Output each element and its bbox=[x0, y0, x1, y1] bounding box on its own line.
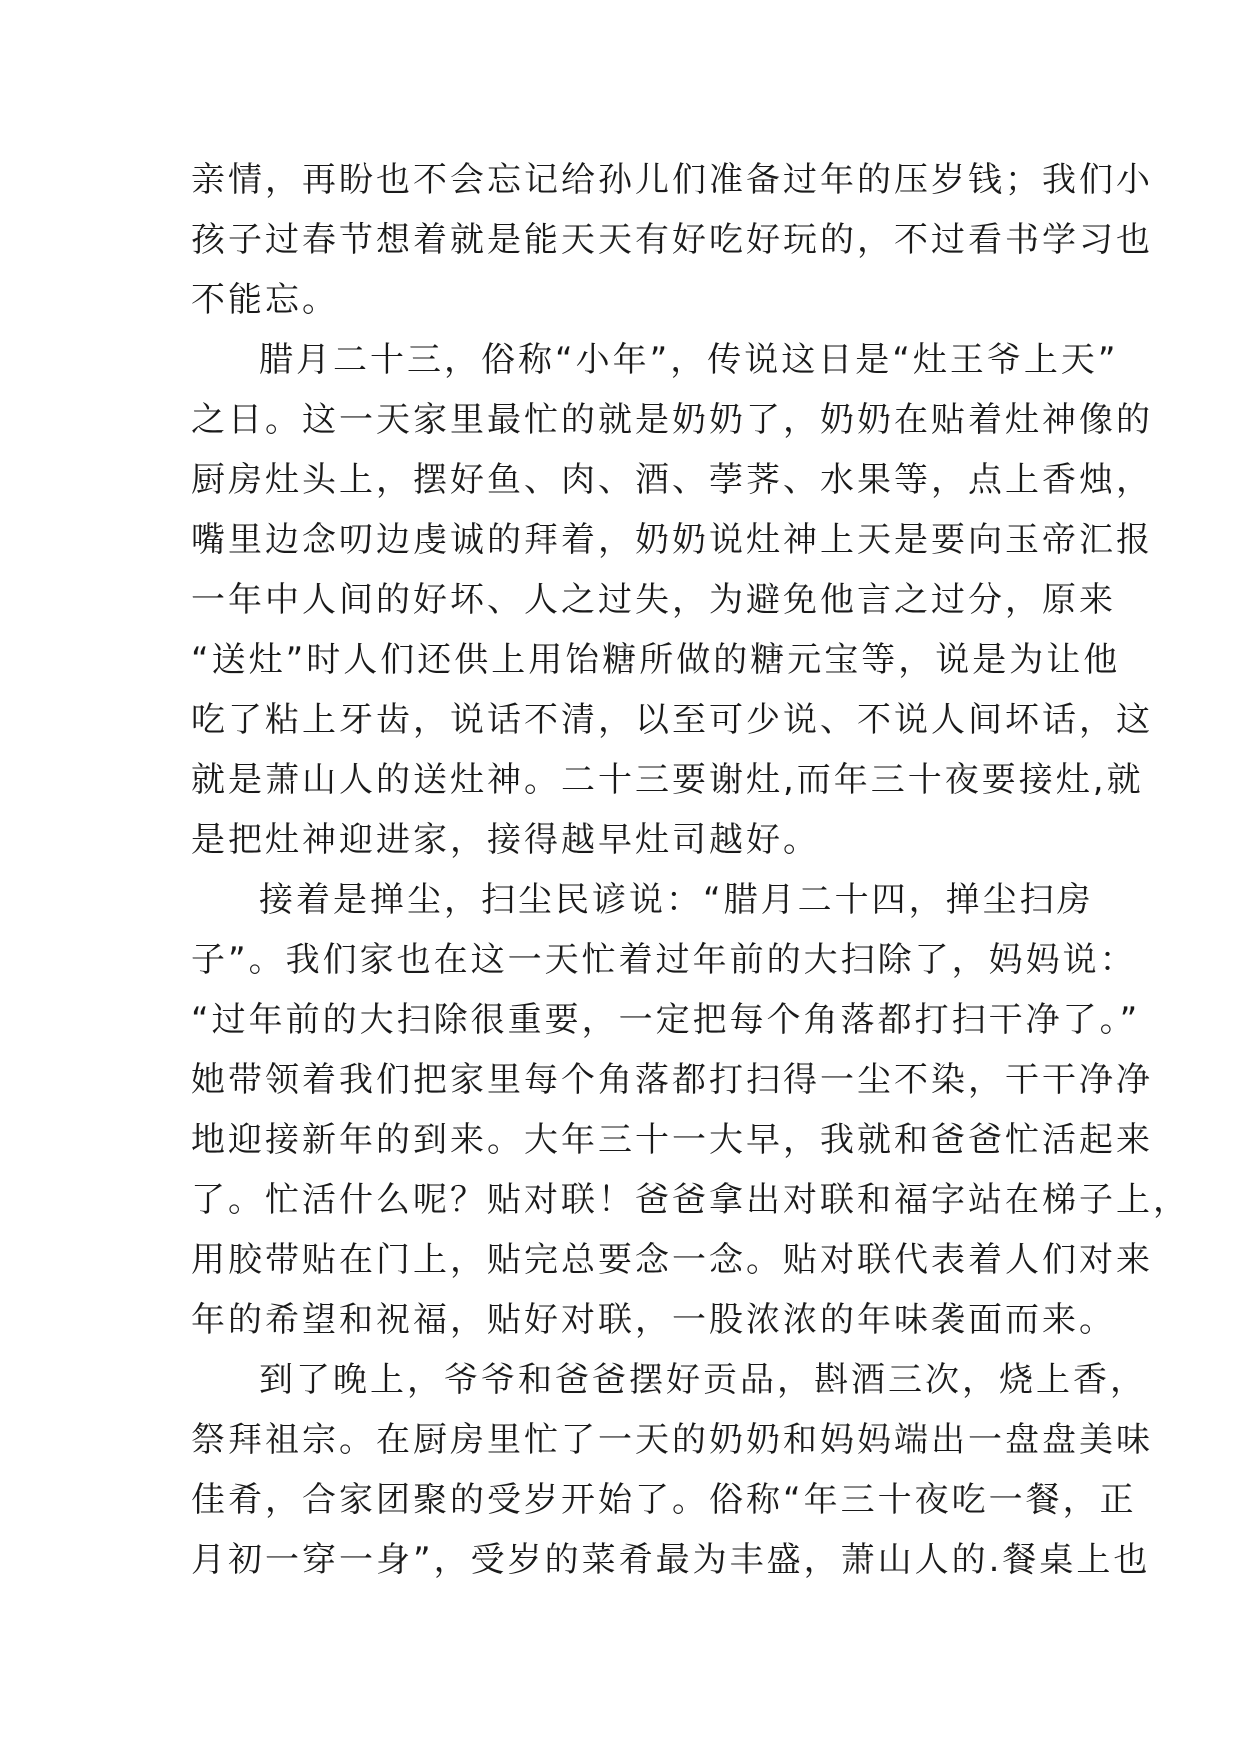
text-line: 了。忙活什么呢？贴对联！爸爸拿出对联和福字站在梯子上， bbox=[191, 1180, 1190, 1220]
text-line: 就是萧山人的送灶神。二十三要谢灶,而年三十夜要接灶,就 bbox=[191, 760, 1144, 800]
text-line: 是把灶神迎进家，接得越早灶司越好。 bbox=[191, 820, 820, 860]
document-body bbox=[191, 150, 1190, 1590]
text-line: 孩子过春节想着就是能天天有好吃好玩的，不过看书学习也 bbox=[191, 220, 1153, 260]
text-line: 佳肴，合家团聚的受岁开始了。俗称“年三十夜吃一餐，正 bbox=[191, 1480, 1137, 1520]
paragraph-first-line: 到了晚上，爷爷和爸爸摆好贡品，斟酒三次，烧上香， bbox=[259, 1360, 1147, 1400]
text-line: 月初一穿一身”，受岁的菜肴最为丰盛，萧山人的.餐桌上也 bbox=[191, 1540, 1151, 1580]
text-line: 亲情，再盼也不会忘记给孙儿们准备过年的压岁钱；我们小 bbox=[191, 160, 1153, 200]
text-line: 厨房灶头上，摆好鱼、肉、酒、荸荠、水果等，点上香烛， bbox=[191, 460, 1153, 500]
text-line: 地迎接新年的到来。大年三十一大早，我就和爸爸忙活起来 bbox=[191, 1120, 1153, 1160]
text-line: 她带领着我们把家里每个角落都打扫得一尘不染，干干净净 bbox=[191, 1060, 1153, 1100]
text-line: 嘴里边念叨边虔诚的拜着，奶奶说灶神上天是要向玉帝汇报 bbox=[191, 520, 1153, 560]
text-line: 年的希望和祝福，贴好对联，一股浓浓的年味袭面而来。 bbox=[191, 1300, 1116, 1340]
text-line: 一年中人间的好坏、人之过失，为避免他言之过分，原来 bbox=[191, 580, 1116, 620]
text-line: 不能忘。 bbox=[191, 280, 339, 320]
paragraph-first-line: 腊月二十三，俗称“小年”，传说这日是“灶王爷上天” bbox=[259, 340, 1119, 380]
text-line: 用胶带贴在门上，贴完总要念一念。贴对联代表着人们对来 bbox=[191, 1240, 1153, 1280]
text-line: 祭拜祖宗。在厨房里忙了一天的奶奶和妈妈端出一盘盘美味 bbox=[191, 1420, 1153, 1460]
text-line: 之日。这一天家里最忙的就是奶奶了，奶奶在贴着灶神像的 bbox=[191, 400, 1153, 440]
text-line: 子”。我们家也在这一天忙着过年前的大扫除了，妈妈说： bbox=[191, 940, 1137, 980]
text-line: “送灶”时人们还供上用饴糖所做的糖元宝等，说是为让他 bbox=[191, 640, 1121, 680]
text-line: “过年前的大扫除很重要，一定把每个角落都打扫干净了。” bbox=[191, 1000, 1141, 1040]
text-line: 吃了粘上牙齿，说话不清，以至可少说、不说人间坏话，这 bbox=[191, 700, 1153, 740]
paragraph-first-line: 接着是掸尘，扫尘民谚说：“腊月二十四，掸尘扫房 bbox=[259, 880, 1094, 920]
